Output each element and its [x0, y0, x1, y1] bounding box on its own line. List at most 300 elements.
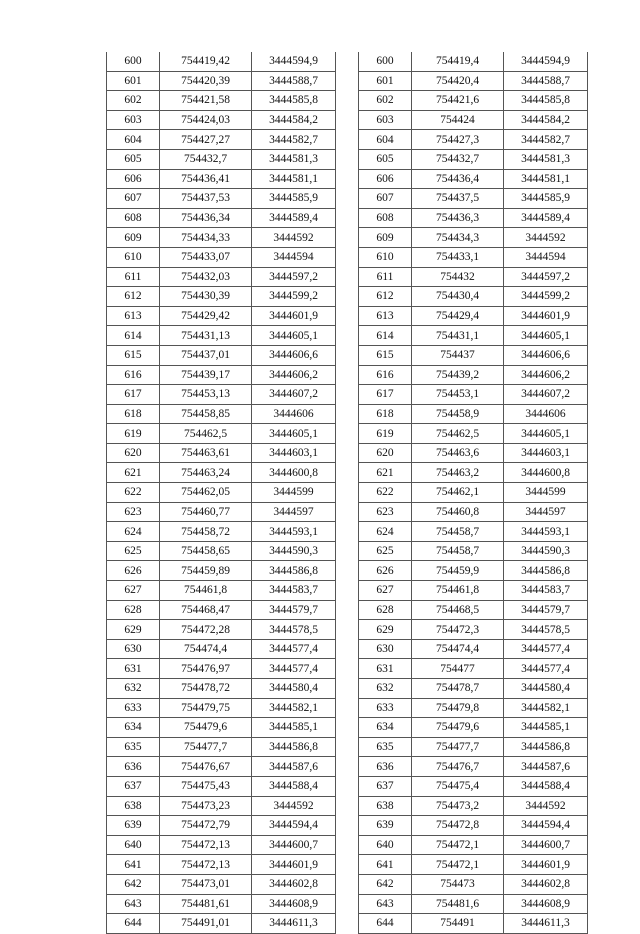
coordinates-table-left — [106, 52, 336, 934]
table-row — [359, 443, 588, 463]
x-coordinate-cell: 754461,8 — [412, 581, 504, 601]
x-coordinate-cell: 754473,01 — [160, 874, 252, 894]
x-coordinate-cell: 754472,1 — [412, 855, 504, 875]
x-coordinate-cell: 754474,4 — [412, 639, 504, 659]
table-row — [359, 149, 588, 169]
table-row — [359, 267, 588, 287]
table-row — [359, 189, 588, 209]
table-row — [107, 620, 336, 640]
y-coordinate-cell: 3444587,6 — [504, 757, 588, 777]
y-coordinate-cell: 3444579,7 — [504, 600, 588, 620]
x-coordinate-cell: 754460,8 — [412, 502, 504, 522]
point-number-cell: 600 — [359, 52, 412, 71]
y-coordinate-cell: 3444606,2 — [252, 365, 336, 385]
x-coordinate-cell: 754463,2 — [412, 463, 504, 483]
x-coordinate-cell: 754473 — [412, 874, 504, 894]
y-coordinate-cell: 3444594,9 — [252, 52, 336, 71]
point-number-cell: 613 — [107, 306, 160, 326]
x-coordinate-cell: 754463,61 — [160, 443, 252, 463]
table-row — [107, 776, 336, 796]
point-number-cell: 641 — [107, 855, 160, 875]
x-coordinate-cell: 754474,4 — [160, 639, 252, 659]
x-coordinate-cell: 754437 — [412, 345, 504, 365]
point-number-cell: 604 — [107, 130, 160, 150]
point-number-cell: 642 — [107, 874, 160, 894]
x-coordinate-cell: 754460,77 — [160, 502, 252, 522]
y-coordinate-cell: 3444602,8 — [504, 874, 588, 894]
y-coordinate-cell: 3444599 — [252, 483, 336, 503]
y-coordinate-cell: 3444607,2 — [252, 385, 336, 405]
y-coordinate-cell: 3444577,4 — [504, 659, 588, 679]
y-coordinate-cell: 3444605,1 — [252, 326, 336, 346]
point-number-cell: 612 — [107, 287, 160, 307]
x-coordinate-cell: 754458,65 — [160, 541, 252, 561]
table-row — [359, 796, 588, 816]
x-coordinate-cell: 754477,7 — [412, 737, 504, 757]
y-coordinate-cell: 3444580,4 — [504, 679, 588, 699]
x-coordinate-cell: 754431,13 — [160, 326, 252, 346]
y-coordinate-cell: 3444585,8 — [504, 91, 588, 111]
point-number-cell: 600 — [107, 52, 160, 71]
y-coordinate-cell: 3444600,7 — [504, 835, 588, 855]
x-coordinate-cell: 754458,7 — [412, 541, 504, 561]
y-coordinate-cell: 3444597 — [252, 502, 336, 522]
point-number-cell: 630 — [359, 639, 412, 659]
y-coordinate-cell: 3444585,8 — [252, 91, 336, 111]
table-row — [359, 71, 588, 91]
y-coordinate-cell: 3444606,6 — [252, 345, 336, 365]
point-number-cell: 632 — [107, 679, 160, 699]
table-row — [359, 620, 588, 640]
table-row — [359, 306, 588, 326]
x-coordinate-cell: 754436,34 — [160, 208, 252, 228]
x-coordinate-cell: 754472,13 — [160, 835, 252, 855]
y-coordinate-cell: 3444577,4 — [504, 639, 588, 659]
point-number-cell: 606 — [107, 169, 160, 189]
point-number-cell: 610 — [359, 247, 412, 267]
point-number-cell: 634 — [359, 718, 412, 738]
table-row — [107, 816, 336, 836]
x-coordinate-cell: 754463,24 — [160, 463, 252, 483]
point-number-cell: 625 — [359, 541, 412, 561]
x-coordinate-cell: 754427,3 — [412, 130, 504, 150]
y-coordinate-cell: 3444592 — [504, 228, 588, 248]
point-number-cell: 618 — [107, 404, 160, 424]
y-coordinate-cell: 3444600,8 — [504, 463, 588, 483]
table-row — [359, 208, 588, 228]
y-coordinate-cell: 3444594 — [504, 247, 588, 267]
y-coordinate-cell: 3444588,4 — [252, 776, 336, 796]
table-row — [107, 385, 336, 405]
x-coordinate-cell: 754473,2 — [412, 796, 504, 816]
table-row — [359, 698, 588, 718]
table-row — [359, 130, 588, 150]
table-row — [359, 345, 588, 365]
point-number-cell: 633 — [107, 698, 160, 718]
table-row — [107, 169, 336, 189]
x-coordinate-cell: 754459,9 — [412, 561, 504, 581]
point-number-cell: 639 — [107, 816, 160, 836]
point-number-cell: 621 — [107, 463, 160, 483]
x-coordinate-cell: 754461,8 — [160, 581, 252, 601]
y-coordinate-cell: 3444601,9 — [504, 306, 588, 326]
y-coordinate-cell: 3444585,1 — [504, 718, 588, 738]
y-coordinate-cell: 3444593,1 — [504, 522, 588, 542]
x-coordinate-cell: 754437,53 — [160, 189, 252, 209]
x-coordinate-cell: 754429,42 — [160, 306, 252, 326]
y-coordinate-cell: 3444581,1 — [504, 169, 588, 189]
y-coordinate-cell: 3444594,9 — [504, 52, 588, 71]
x-coordinate-cell: 754462,5 — [412, 424, 504, 444]
point-number-cell: 629 — [107, 620, 160, 640]
y-coordinate-cell: 3444578,5 — [504, 620, 588, 640]
point-number-cell: 635 — [107, 737, 160, 757]
x-coordinate-cell: 754421,58 — [160, 91, 252, 111]
y-coordinate-cell: 3444599,2 — [252, 287, 336, 307]
point-number-cell: 612 — [359, 287, 412, 307]
table-row — [107, 228, 336, 248]
y-coordinate-cell: 3444588,7 — [504, 71, 588, 91]
table-row — [107, 522, 336, 542]
point-number-cell: 616 — [107, 365, 160, 385]
y-coordinate-cell: 3444601,9 — [504, 855, 588, 875]
point-number-cell: 639 — [359, 816, 412, 836]
table-row — [107, 737, 336, 757]
point-number-cell: 615 — [359, 345, 412, 365]
point-number-cell: 619 — [107, 424, 160, 444]
y-coordinate-cell: 3444606,2 — [504, 365, 588, 385]
point-number-cell: 620 — [359, 443, 412, 463]
point-number-cell: 628 — [107, 600, 160, 620]
table-row — [107, 149, 336, 169]
x-coordinate-cell: 754459,89 — [160, 561, 252, 581]
point-number-cell: 611 — [107, 267, 160, 287]
x-coordinate-cell: 754475,43 — [160, 776, 252, 796]
x-coordinate-cell: 754419,4 — [412, 52, 504, 71]
y-coordinate-cell: 3444577,4 — [252, 639, 336, 659]
table-row — [107, 130, 336, 150]
table-row — [107, 914, 336, 934]
point-number-cell: 610 — [107, 247, 160, 267]
point-number-cell: 603 — [107, 110, 160, 130]
table-row — [107, 679, 336, 699]
x-coordinate-cell: 754421,6 — [412, 91, 504, 111]
y-coordinate-cell: 3444589,4 — [252, 208, 336, 228]
point-number-cell: 623 — [107, 502, 160, 522]
x-coordinate-cell: 754431,1 — [412, 326, 504, 346]
y-coordinate-cell: 3444605,1 — [504, 424, 588, 444]
x-coordinate-cell: 754481,61 — [160, 894, 252, 914]
x-coordinate-cell: 754427,27 — [160, 130, 252, 150]
y-coordinate-cell: 3444586,8 — [504, 561, 588, 581]
point-number-cell: 614 — [359, 326, 412, 346]
point-number-cell: 631 — [107, 659, 160, 679]
x-coordinate-cell: 754436,4 — [412, 169, 504, 189]
y-coordinate-cell: 3444582,7 — [504, 130, 588, 150]
point-number-cell: 601 — [359, 71, 412, 91]
x-coordinate-cell: 754424 — [412, 110, 504, 130]
x-coordinate-cell: 754437,5 — [412, 189, 504, 209]
y-coordinate-cell: 3444584,2 — [252, 110, 336, 130]
point-number-cell: 628 — [359, 600, 412, 620]
point-number-cell: 605 — [107, 149, 160, 169]
y-coordinate-cell: 3444586,8 — [504, 737, 588, 757]
x-coordinate-cell: 754453,1 — [412, 385, 504, 405]
x-coordinate-cell: 754477,7 — [160, 737, 252, 757]
table-row — [359, 110, 588, 130]
point-number-cell: 636 — [107, 757, 160, 777]
x-coordinate-cell: 754462,5 — [160, 424, 252, 444]
x-coordinate-cell: 754478,7 — [412, 679, 504, 699]
y-coordinate-cell: 3444599 — [504, 483, 588, 503]
table-row — [107, 561, 336, 581]
point-number-cell: 614 — [107, 326, 160, 346]
y-coordinate-cell: 3444585,1 — [252, 718, 336, 738]
table-row — [359, 404, 588, 424]
x-coordinate-cell: 754468,5 — [412, 600, 504, 620]
y-coordinate-cell: 3444579,7 — [252, 600, 336, 620]
table-row — [359, 757, 588, 777]
table-row — [359, 776, 588, 796]
y-coordinate-cell: 3444583,7 — [252, 581, 336, 601]
table-row — [107, 698, 336, 718]
y-coordinate-cell: 3444597,2 — [504, 267, 588, 287]
x-coordinate-cell: 754458,7 — [412, 522, 504, 542]
y-coordinate-cell: 3444594 — [252, 247, 336, 267]
y-coordinate-cell: 3444594,4 — [504, 816, 588, 836]
point-number-cell: 606 — [359, 169, 412, 189]
table-row — [359, 424, 588, 444]
y-coordinate-cell: 3444585,9 — [504, 189, 588, 209]
x-coordinate-cell: 754472,3 — [412, 620, 504, 640]
point-number-cell: 627 — [107, 581, 160, 601]
x-coordinate-cell: 754491 — [412, 914, 504, 934]
table-row — [359, 287, 588, 307]
x-coordinate-cell: 754481,6 — [412, 894, 504, 914]
x-coordinate-cell: 754472,79 — [160, 816, 252, 836]
y-coordinate-cell: 3444587,6 — [252, 757, 336, 777]
table-row — [359, 835, 588, 855]
x-coordinate-cell: 754468,47 — [160, 600, 252, 620]
table-row — [359, 737, 588, 757]
table-row — [359, 718, 588, 738]
table-row — [107, 502, 336, 522]
y-coordinate-cell: 3444601,9 — [252, 855, 336, 875]
point-number-cell: 619 — [359, 424, 412, 444]
point-number-cell: 642 — [359, 874, 412, 894]
table-row — [107, 267, 336, 287]
point-number-cell: 638 — [107, 796, 160, 816]
table-row — [107, 659, 336, 679]
point-number-cell: 617 — [359, 385, 412, 405]
y-coordinate-cell: 3444605,1 — [252, 424, 336, 444]
table-row — [359, 561, 588, 581]
x-coordinate-cell: 754479,75 — [160, 698, 252, 718]
table-row — [107, 404, 336, 424]
table-row — [107, 835, 336, 855]
x-coordinate-cell: 754434,33 — [160, 228, 252, 248]
x-coordinate-cell: 754479,6 — [160, 718, 252, 738]
x-coordinate-cell: 754432,7 — [160, 149, 252, 169]
table-row — [107, 757, 336, 777]
table-row — [359, 52, 588, 71]
point-number-cell: 615 — [107, 345, 160, 365]
y-coordinate-cell: 3444603,1 — [504, 443, 588, 463]
y-coordinate-cell: 3444585,9 — [252, 189, 336, 209]
point-number-cell: 617 — [107, 385, 160, 405]
x-coordinate-cell: 754475,4 — [412, 776, 504, 796]
y-coordinate-cell: 3444606,6 — [504, 345, 588, 365]
point-number-cell: 609 — [359, 228, 412, 248]
y-coordinate-cell: 3444605,1 — [504, 326, 588, 346]
table-row — [107, 483, 336, 503]
table-row — [107, 894, 336, 914]
table-row — [359, 463, 588, 483]
table-row — [359, 914, 588, 934]
table-row — [107, 247, 336, 267]
point-number-cell: 608 — [359, 208, 412, 228]
x-coordinate-cell: 754420,39 — [160, 71, 252, 91]
x-coordinate-cell: 754476,67 — [160, 757, 252, 777]
table-row — [359, 247, 588, 267]
x-coordinate-cell: 754472,13 — [160, 855, 252, 875]
x-coordinate-cell: 754476,7 — [412, 757, 504, 777]
table-body — [107, 52, 336, 933]
point-number-cell: 609 — [107, 228, 160, 248]
table-row — [107, 855, 336, 875]
point-number-cell: 616 — [359, 365, 412, 385]
point-number-cell: 630 — [107, 639, 160, 659]
y-coordinate-cell: 3444602,8 — [252, 874, 336, 894]
point-number-cell: 624 — [359, 522, 412, 542]
point-number-cell: 633 — [359, 698, 412, 718]
table-row — [359, 522, 588, 542]
table-row — [107, 796, 336, 816]
table-row — [107, 345, 336, 365]
y-coordinate-cell: 3444603,1 — [252, 443, 336, 463]
x-coordinate-cell: 754439,17 — [160, 365, 252, 385]
table-row — [107, 189, 336, 209]
y-coordinate-cell: 3444590,3 — [504, 541, 588, 561]
point-number-cell: 624 — [107, 522, 160, 542]
point-number-cell: 622 — [107, 483, 160, 503]
point-number-cell: 632 — [359, 679, 412, 699]
x-coordinate-cell: 754472,28 — [160, 620, 252, 640]
table-row — [107, 208, 336, 228]
point-number-cell: 601 — [107, 71, 160, 91]
y-coordinate-cell: 3444589,4 — [504, 208, 588, 228]
y-coordinate-cell: 3444593,1 — [252, 522, 336, 542]
point-number-cell: 625 — [107, 541, 160, 561]
x-coordinate-cell: 754424,03 — [160, 110, 252, 130]
y-coordinate-cell: 3444607,2 — [504, 385, 588, 405]
point-number-cell: 641 — [359, 855, 412, 875]
x-coordinate-cell: 754476,97 — [160, 659, 252, 679]
table-row — [107, 443, 336, 463]
point-number-cell: 626 — [107, 561, 160, 581]
point-number-cell: 613 — [359, 306, 412, 326]
x-coordinate-cell: 754430,39 — [160, 287, 252, 307]
point-number-cell: 622 — [359, 483, 412, 503]
table-row — [359, 326, 588, 346]
y-coordinate-cell: 3444578,5 — [252, 620, 336, 640]
x-coordinate-cell: 754439,2 — [412, 365, 504, 385]
x-coordinate-cell: 754477 — [412, 659, 504, 679]
x-coordinate-cell: 754462,1 — [412, 483, 504, 503]
table-row — [359, 169, 588, 189]
point-number-cell: 607 — [107, 189, 160, 209]
table-row — [359, 91, 588, 111]
point-number-cell: 602 — [359, 91, 412, 111]
point-number-cell: 627 — [359, 581, 412, 601]
point-number-cell: 638 — [359, 796, 412, 816]
y-coordinate-cell: 3444606 — [252, 404, 336, 424]
point-number-cell: 644 — [107, 914, 160, 934]
point-number-cell: 643 — [359, 894, 412, 914]
x-coordinate-cell: 754430,4 — [412, 287, 504, 307]
coordinates-table-right — [358, 52, 588, 934]
y-coordinate-cell: 3444611,3 — [252, 914, 336, 934]
x-coordinate-cell: 754436,41 — [160, 169, 252, 189]
point-number-cell: 623 — [359, 502, 412, 522]
x-coordinate-cell: 754462,05 — [160, 483, 252, 503]
y-coordinate-cell: 3444580,4 — [252, 679, 336, 699]
y-coordinate-cell: 3444584,2 — [504, 110, 588, 130]
table-row — [359, 874, 588, 894]
table-row — [359, 541, 588, 561]
x-coordinate-cell: 754473,23 — [160, 796, 252, 816]
x-coordinate-cell: 754434,3 — [412, 228, 504, 248]
y-coordinate-cell: 3444590,3 — [252, 541, 336, 561]
table-row — [107, 463, 336, 483]
x-coordinate-cell: 754437,01 — [160, 345, 252, 365]
y-coordinate-cell: 3444581,3 — [504, 149, 588, 169]
table-row — [359, 228, 588, 248]
x-coordinate-cell: 754472,8 — [412, 816, 504, 836]
table-row — [359, 639, 588, 659]
table-row — [359, 894, 588, 914]
table-row — [107, 600, 336, 620]
y-coordinate-cell: 3444582,7 — [252, 130, 336, 150]
y-coordinate-cell: 3444608,9 — [504, 894, 588, 914]
x-coordinate-cell: 754432,03 — [160, 267, 252, 287]
table-row — [107, 365, 336, 385]
y-coordinate-cell: 3444594,4 — [252, 816, 336, 836]
y-coordinate-cell: 3444597,2 — [252, 267, 336, 287]
point-number-cell: 637 — [359, 776, 412, 796]
table-row — [359, 502, 588, 522]
y-coordinate-cell: 3444597 — [504, 502, 588, 522]
table-row — [107, 874, 336, 894]
table-row — [107, 541, 336, 561]
y-coordinate-cell: 3444581,3 — [252, 149, 336, 169]
point-number-cell: 629 — [359, 620, 412, 640]
x-coordinate-cell: 754478,72 — [160, 679, 252, 699]
table-row — [107, 326, 336, 346]
y-coordinate-cell: 3444582,1 — [252, 698, 336, 718]
point-number-cell: 603 — [359, 110, 412, 130]
point-number-cell: 643 — [107, 894, 160, 914]
point-number-cell: 604 — [359, 130, 412, 150]
y-coordinate-cell: 3444588,4 — [504, 776, 588, 796]
table-row — [107, 91, 336, 111]
y-coordinate-cell: 3444592 — [252, 796, 336, 816]
table-row — [359, 679, 588, 699]
x-coordinate-cell: 754458,72 — [160, 522, 252, 542]
table-row — [359, 385, 588, 405]
x-coordinate-cell: 754479,8 — [412, 698, 504, 718]
y-coordinate-cell: 3444600,7 — [252, 835, 336, 855]
